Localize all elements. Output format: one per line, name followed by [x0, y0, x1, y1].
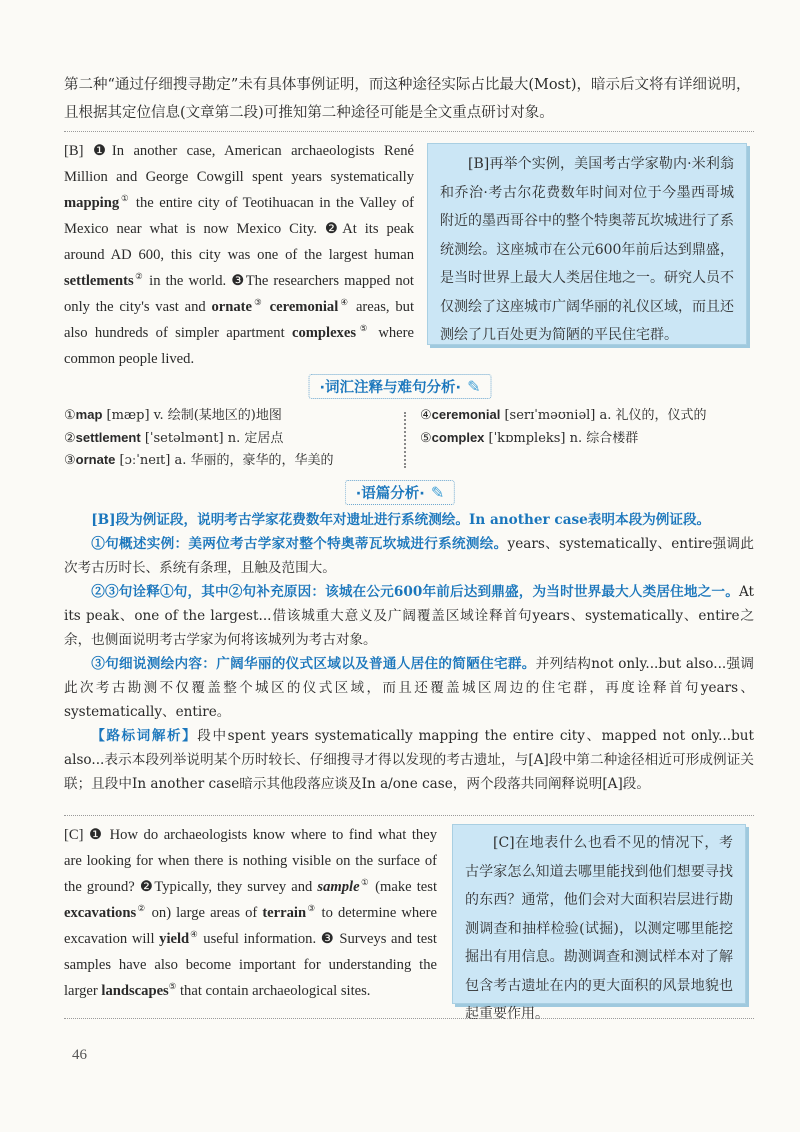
footnote-mark: ②	[136, 903, 147, 914]
footnote-mark: ④	[338, 297, 351, 308]
sentence-number: ❸	[320, 931, 335, 947]
vocab-entry	[420, 427, 754, 450]
sentence-text: At its peak around AD 600, this city was one of the largest human	[64, 221, 415, 263]
paragraph-b-english	[64, 138, 414, 372]
vocab-num: ②	[64, 430, 76, 446]
vocab-list-right	[420, 404, 754, 449]
discourse-section-header	[345, 480, 455, 505]
divider-bottom	[64, 1018, 754, 1019]
footnote-mark: ⑤	[168, 981, 177, 992]
vocab-list-left	[64, 404, 394, 472]
sentence-text: areas, but also hundreds of simpler apartment	[64, 299, 414, 341]
vocab-word: settlements	[64, 273, 134, 289]
vocab-entry	[64, 427, 394, 450]
analysis-text: 段中spent years systematically mapping the entire city、mapped not only...but also...表示本段列举说明某个历时较长、仔细搜寻才得以发现的考古遗址，与[A]段中第二种途径相近可形成例证关联；且段中In another case暗示其他段落应谈及In a/one case，两个段落共同阐释说明[A]段。	[64, 728, 754, 792]
vocab-entry	[64, 404, 394, 427]
vocab-word: sample	[317, 879, 360, 895]
paragraph-b-translation: [B]再举个实例，美国考古学家勒内·米利翁和乔治·考古尔花费数年时间对位于今墨西哥城附近的墨西哥谷中的整个特奥蒂瓦坎城进行了系统测绘。这座城市在公元600年前后达到鼎盛，是当时世界上最大人类居住地之一。研究人员不仅测绘了这座城市广阔华丽的礼仪区域，而且还测绘了几百处更为简陋的平民住宅群。	[427, 143, 747, 345]
vocab-num: ①	[64, 408, 76, 423]
vocab-word: mapping	[64, 195, 120, 211]
discourse-analysis	[64, 508, 754, 796]
vocab-section-title: ·词汇注释与难句分析·	[319, 380, 462, 396]
vocab-word: settlement	[75, 429, 141, 445]
analysis-highlight: [B]段为例证段，说明考古学家花费数年对遗址进行系统测绘。In another case表明本段为例证段。	[91, 512, 711, 528]
paragraph-c-english	[64, 822, 437, 1004]
vocab-word: ornate	[211, 299, 252, 315]
analysis-highlight: ③句细说测绘内容：广阔华丽的仪式区域以及普通人居住的简陋住宅群。	[91, 656, 536, 672]
vocab-section-header	[309, 374, 492, 399]
analysis-paragraph	[64, 652, 754, 724]
sentence-text: Typically, they survey and	[154, 879, 318, 895]
vocab-word: landscapes	[101, 983, 169, 999]
sentence-number: ❶	[92, 143, 112, 159]
sentence-number: ❷	[139, 879, 155, 895]
sentence-text: where common people lived.	[64, 325, 415, 367]
vocab-definition: [ˈsetəlmənt] n. 定居点	[140, 430, 284, 446]
vocab-definition: [mæp] v. 绘制(某地区的)地图	[102, 408, 282, 423]
sentence-number: ❷	[324, 221, 343, 237]
analysis-highlight: ②③句诠释①句，其中②句补充原因：该城在公元600年前后达到鼎盛，为当时世界最大人类居住地之一。	[91, 584, 739, 600]
vocab-word: excavations	[64, 905, 137, 921]
sentence-text: in the world.	[144, 273, 232, 289]
divider-top	[64, 131, 754, 132]
signpost-label: 【路标词解析】	[91, 728, 198, 744]
vocab-column-divider	[404, 412, 406, 468]
vocab-definition: [serɪˈməʊniəl] a. 礼仪的，仪式的	[500, 408, 707, 423]
sentence-text: How do archaeologists know where to find what they are looking for when there is nothing visible on the surface of the ground?	[64, 827, 437, 895]
paragraph-label: [B]	[64, 143, 84, 159]
sentence-text: In another case, American archaeologists René Million and George Cowgill spent years systematically	[64, 143, 414, 185]
analysis-paragraph	[64, 508, 754, 532]
vocab-entry	[64, 449, 394, 472]
vocab-word: map	[75, 407, 103, 422]
sentence-text: (make test	[370, 879, 437, 895]
footnote-mark: ①	[359, 877, 371, 888]
divider-middle	[64, 815, 754, 816]
sentence-text: The researchers mapped not only the city's vast and	[64, 273, 414, 315]
sentence-number: ❶	[89, 827, 105, 843]
vocab-word: complex	[431, 429, 485, 445]
paragraph-label: [C]	[64, 827, 84, 843]
sentence-text: the entire city of Teotihuacan in the Valley of Mexico near what is now Mexico City.	[64, 195, 414, 237]
analysis-highlight: ①句概述实例：美两位考古学家对整个特奥蒂瓦坎城进行系统测绘。	[91, 536, 508, 552]
analysis-text: years、systematically、entire强调此次考古历时长、系统有条理，且触及范围大。	[64, 536, 755, 576]
footnote-mark: ④	[189, 929, 199, 940]
analysis-text: 并列结构not only...but also...强调此次考古勘测不仅覆盖整个城区的仪式区域，而且还覆盖城区周边的住宅群，再度诠释首句years、systematically、entire。	[64, 656, 754, 720]
vocab-num: ⑤	[420, 430, 432, 446]
analysis-paragraph	[64, 724, 754, 796]
vocab-definition: [ɔːˈneɪt] a. 华丽的，豪华的，华美的	[115, 453, 334, 468]
footnote-mark: ①	[119, 193, 131, 204]
footnote-mark: ③	[251, 297, 264, 308]
sentence-number: ❸	[231, 273, 246, 289]
page-number: 46	[72, 1047, 87, 1063]
vocab-num: ③	[64, 453, 76, 468]
pen-icon: ✎	[430, 483, 445, 502]
footnote-mark: ③	[306, 903, 317, 914]
sentence-text: on) large areas of	[146, 905, 263, 921]
sentence-text: Surveys and test samples have also become important for understanding the larger	[64, 931, 437, 999]
vocab-word: ceremonial	[269, 299, 339, 315]
analysis-paragraph	[64, 580, 754, 652]
vocab-word: ceremonial	[431, 407, 501, 422]
vocab-num: ④	[420, 408, 432, 423]
sentence-text: to determine where excavation will	[64, 905, 437, 947]
analysis-text: At its peak、one of the largest...借该城重大意义及广阔覆盖区域诠释首句years、systematically、entire之余，也侧面说明考古学家为何将该城列为考古对象。	[64, 584, 754, 648]
vocab-word: ornate	[75, 452, 116, 467]
vocab-entry	[420, 404, 754, 427]
footnote-mark: ②	[133, 271, 145, 282]
analysis-paragraph	[64, 532, 754, 580]
footnote-mark: ⑤	[356, 323, 372, 334]
vocab-definition: [ˈkɒmpleks] n. 综合楼群	[484, 430, 639, 446]
paragraph-c-translation: [C]在地表什么也看不见的情况下，考古学家怎么知道去哪里能找到他们想要寻找的东西？通常，他们会对大面积岩层进行勘测调查和抽样检验(试掘)，以测定哪里能挖掘出有用信息。勘测调查和测试样本对了解包含考古遗址在内的更大面积的风景地貌也起重要作用。	[452, 824, 746, 1004]
vocab-word: complexes	[291, 325, 357, 341]
sentence-text: useful information.	[198, 931, 321, 947]
discourse-section-title: ·语篇分析·	[355, 486, 425, 502]
vocab-word: yield	[159, 931, 190, 947]
vocab-word: terrain	[262, 905, 307, 921]
intro-paragraph: 第二种“通过仔细搜寻勘定”未有具体事例证明，而这种途径实际占比最大(Most)，暗示后文将有详细说明，且根据其定位信息(文章第二段)可推知第二种途径可能是全文重点研讨对象。	[64, 77, 751, 121]
pen-icon: ✎	[467, 377, 481, 396]
sentence-text: that contain archaeological sites.	[176, 983, 371, 999]
